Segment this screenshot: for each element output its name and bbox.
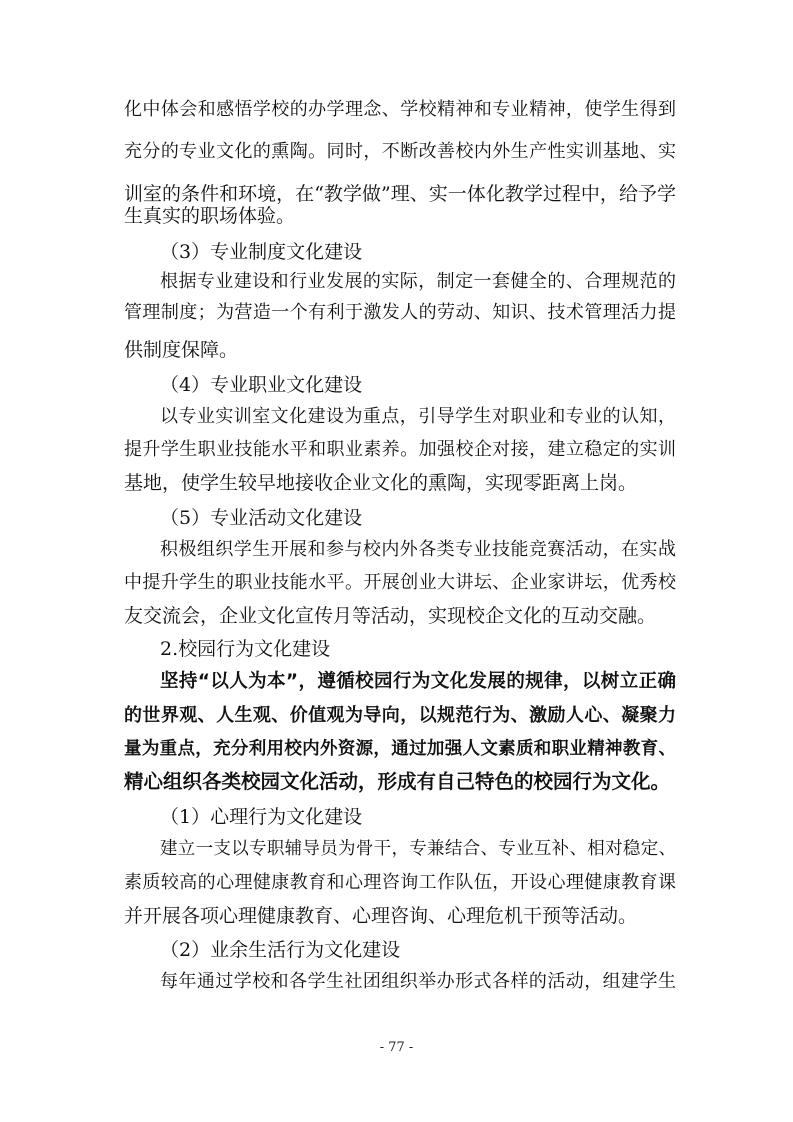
text-line: 充分的专业文化的熏陶。同时，不断改善校内外生产性实训基地、实 xyxy=(124,141,676,162)
bold-text-line: 精心组织各类校园文化活动，形成有自己特色的校园行为文化。 xyxy=(124,770,671,793)
text-line: 素质较高的心理健康教育和心理咨询工作队伍，开设心理健康教育课 xyxy=(124,872,676,893)
bold-text-line: 的世界观、人生观、价值观为导向，以规范行为、激励人心、凝聚力 xyxy=(124,705,676,726)
text-line: 基地，使学生较早地接收企业文化的熏陶，实现零距离上岗。 xyxy=(124,472,638,494)
bold-text-line: 坚持“以人为本”，遵循校园行为文化发展的规律，以树立正确 xyxy=(160,671,676,692)
text-line: 训室的条件和环境，在“教学做”理、实一体化教学过程中，给予学 xyxy=(124,183,676,205)
text-line: 友交流会，企业文化宣传月等活动，实现校企文化的互动交融。 xyxy=(124,605,657,627)
text-line: 中提升学生的职业技能水平。开展创业大讲坛、企业家讲坛，优秀校 xyxy=(124,572,676,593)
section-heading: （1）心理行为文化建设 xyxy=(160,806,363,828)
section-heading: 2.校园行为文化建设 xyxy=(160,638,331,660)
text-line: 并开展各项心理健康教育、心理咨询、心理危机干预等活动。 xyxy=(124,905,638,927)
text-line: 化中体会和感悟学校的办学理念、学校精神和专业精神，使学生得到 xyxy=(124,99,676,120)
text-line: 以专业实训室文化建设为重点，引导学生对职业和专业的认知， xyxy=(160,406,676,427)
text-line: 根据专业建设和行业发展的实际，制定一套健全的、合理规范的 xyxy=(160,271,676,292)
section-heading: （2）业余生活行为文化建设 xyxy=(160,939,401,961)
text-line: 管理制度；为营造一个有利于激发人的劳动、知识、技术管理活力提 xyxy=(124,302,676,323)
section-heading: （4）专业职业文化建设 xyxy=(160,374,363,396)
text-line: 提升学生职业技能水平和职业素养。加强校企对接，建立稳定的实训 xyxy=(124,439,676,460)
page-number: - 77 - xyxy=(379,1040,414,1055)
text-line: 生真实的职场体验。 xyxy=(124,205,296,227)
text-line: 每年通过学校和各学生社团组织举办形式各样的活动，组建学生 xyxy=(160,971,676,992)
text-line: 积极组织学生开展和参与校内外各类专业技能竞赛活动，在实战 xyxy=(160,539,676,560)
section-heading: （3）专业制度文化建设 xyxy=(160,241,363,263)
text-line: 建立一支以专职辅导员为骨干，专兼结合、专业互补、相对稳定、 xyxy=(160,839,676,859)
section-heading: （5）专业活动文化建设 xyxy=(160,507,363,529)
bold-text-line: 量为重点，充分利用校内外资源，通过加强人文素质和职业精神教育、 xyxy=(124,739,676,759)
text-line: 供制度保障。 xyxy=(124,339,239,361)
